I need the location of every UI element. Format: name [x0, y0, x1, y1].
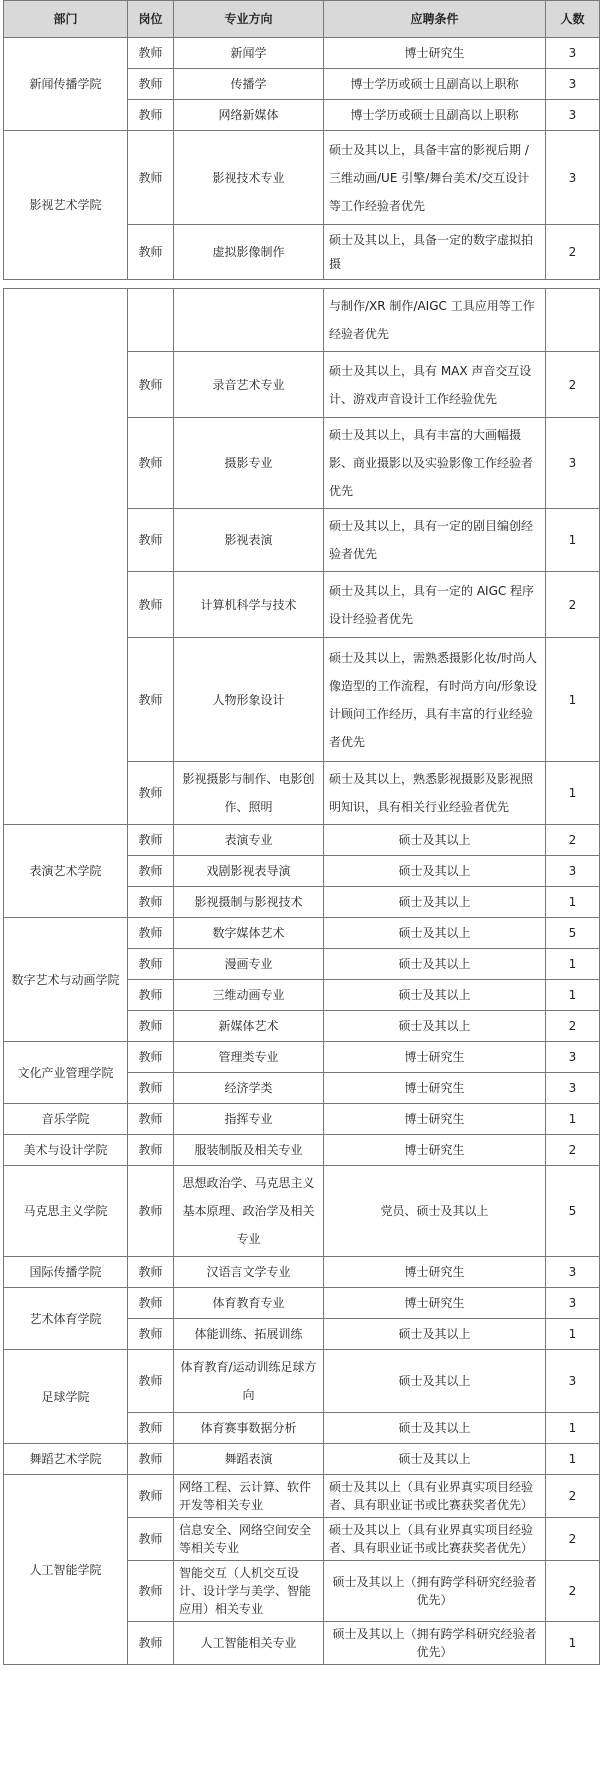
major-cell: 舞蹈表演 [174, 1444, 324, 1475]
count-cell: 3 [546, 69, 600, 100]
count-cell: 2 [546, 825, 600, 856]
position-cell: 教师 [128, 1518, 174, 1561]
requirement-cell: 硕士及其以上（具有业界真实项目经验者、具有职业证书或比赛获奖者优先） [324, 1518, 546, 1561]
major-cell: 计算机科学与技术 [174, 572, 324, 638]
requirement-cell: 硕士及其以上（拥有跨学科研究经验者优先） [324, 1622, 546, 1665]
recruitment-document [3, 0, 599, 1665]
major-cell: 影视技术专业 [174, 131, 324, 225]
major-cell: 数字媒体艺术 [174, 918, 324, 949]
header-count: 人数 [546, 1, 600, 38]
table-row [4, 1135, 600, 1166]
header-requirements: 应聘条件 [324, 1, 546, 38]
dept-cell: 影视艺术学院 [4, 131, 128, 280]
position-cell: 教师 [128, 225, 174, 280]
count-cell: 2 [546, 1518, 600, 1561]
requirement-cell: 硕士及其以上，熟悉影视摄影及影视照明知识，具有相关行业经验者优先 [324, 762, 546, 825]
major-cell: 表演专业 [174, 825, 324, 856]
position-cell: 教师 [128, 1444, 174, 1475]
major-cell: 体能训练、拓展训练 [174, 1319, 324, 1350]
dept-cell: 文化产业管理学院 [4, 1042, 128, 1104]
table-row [4, 38, 600, 69]
requirement-cell: 博士研究生 [324, 1257, 546, 1288]
table-row [4, 1350, 600, 1413]
dept-cell: 新闻传播学院 [4, 38, 128, 131]
major-cell: 网络新媒体 [174, 100, 324, 131]
requirement-cell: 博士研究生 [324, 1073, 546, 1104]
dept-cell: 足球学院 [4, 1350, 128, 1444]
requirement-cell: 硕士及其以上，需熟悉摄影化妆/时尚人像造型的工作流程，有时尚方向/形象设计顾问工作经历，具有丰富的行业经验者优先 [324, 638, 546, 762]
requirement-cell: 博士研究生 [324, 1135, 546, 1166]
table-row [4, 131, 600, 225]
position-cell: 教师 [128, 856, 174, 887]
dept-cell: 舞蹈艺术学院 [4, 1444, 128, 1475]
dept-cell: 国际传播学院 [4, 1257, 128, 1288]
dept-cell: 表演艺术学院 [4, 825, 128, 918]
requirement-cell: 硕士及其以上（具有业界真实项目经验者、具有职业证书或比赛获奖者优先） [324, 1475, 546, 1518]
table-header-row [4, 1, 600, 38]
header-major: 专业方向 [174, 1, 324, 38]
position-cell: 教师 [128, 1042, 174, 1073]
count-cell: 2 [546, 572, 600, 638]
major-cell: 智能交互（人机交互设计、设计学与美学、智能应用）相关专业 [174, 1561, 324, 1622]
position-cell: 教师 [128, 572, 174, 638]
count-cell [546, 289, 600, 352]
position-cell: 教师 [128, 1104, 174, 1135]
count-cell: 1 [546, 638, 600, 762]
position-cell: 教师 [128, 949, 174, 980]
position-cell: 教师 [128, 1288, 174, 1319]
requirement-cell: 硕士及其以上 [324, 1413, 546, 1444]
position-cell: 教师 [128, 1135, 174, 1166]
dept-cell-continuation [4, 289, 128, 825]
requirement-cell: 硕士及其以上 [324, 980, 546, 1011]
position-cell: 教师 [128, 887, 174, 918]
requirement-cell: 硕士及其以上 [324, 887, 546, 918]
position-cell: 教师 [128, 1622, 174, 1665]
count-cell: 3 [546, 131, 600, 225]
requirement-cell: 硕士及其以上，具有一定的剧目编创经验者优先 [324, 509, 546, 572]
count-cell: 1 [546, 1622, 600, 1665]
recruitment-table-part1 [3, 0, 600, 280]
position-cell: 教师 [128, 1257, 174, 1288]
count-cell: 3 [546, 100, 600, 131]
requirement-cell: 硕士及其以上，具备一定的数字虚拟拍摄 [324, 225, 546, 280]
position-cell: 教师 [128, 418, 174, 509]
requirement-cell: 博士研究生 [324, 1104, 546, 1135]
requirement-cell: 硕士及其以上 [324, 856, 546, 887]
count-cell: 2 [546, 352, 600, 418]
count-cell: 3 [546, 1257, 600, 1288]
count-cell: 3 [546, 1350, 600, 1413]
table-row [4, 1166, 600, 1257]
table-row [4, 1475, 600, 1518]
count-cell: 3 [546, 856, 600, 887]
major-cell: 思想政治学、马克思主义基本原理、政治学及相关专业 [174, 1166, 324, 1257]
major-cell: 体育教育/运动训练足球方向 [174, 1350, 324, 1413]
major-cell: 虚拟影像制作 [174, 225, 324, 280]
major-cell: 经济学类 [174, 1073, 324, 1104]
requirement-cell: 博士学历或硕士且副高以上职称 [324, 69, 546, 100]
count-cell: 3 [546, 1288, 600, 1319]
dept-cell: 人工智能学院 [4, 1475, 128, 1665]
position-cell: 教师 [128, 352, 174, 418]
requirement-cell: 与制作/XR 制作/AIGC 工具应用等工作经验者优先 [324, 289, 546, 352]
major-cell: 人工智能相关专业 [174, 1622, 324, 1665]
count-cell: 2 [546, 1475, 600, 1518]
count-cell: 1 [546, 1319, 600, 1350]
position-cell: 教师 [128, 1475, 174, 1518]
requirement-cell: 硕士及其以上 [324, 1444, 546, 1475]
position-cell [128, 289, 174, 352]
major-cell: 三维动画专业 [174, 980, 324, 1011]
position-cell: 教师 [128, 1350, 174, 1413]
position-cell: 教师 [128, 100, 174, 131]
table-row [4, 918, 600, 949]
requirement-cell: 硕士及其以上，具有一定的 AIGC 程序设计经验者优先 [324, 572, 546, 638]
recruitment-table-part2 [3, 288, 600, 1665]
position-cell: 教师 [128, 825, 174, 856]
count-cell: 3 [546, 1073, 600, 1104]
major-cell: 管理类专业 [174, 1042, 324, 1073]
count-cell: 2 [546, 225, 600, 280]
requirement-cell: 硕士及其以上 [324, 1319, 546, 1350]
requirement-cell: 硕士及其以上，具有 MAX 声音交互设计、游戏声音设计工作经验优先 [324, 352, 546, 418]
major-cell: 戏剧影视表导演 [174, 856, 324, 887]
major-cell: 影视摄影与制作、电影创作、照明 [174, 762, 324, 825]
count-cell: 1 [546, 762, 600, 825]
requirement-cell: 博士学历或硕士且副高以上职称 [324, 100, 546, 131]
dept-cell: 艺术体育学院 [4, 1288, 128, 1350]
table-row [4, 825, 600, 856]
count-cell: 3 [546, 1042, 600, 1073]
major-cell: 汉语言文学专业 [174, 1257, 324, 1288]
major-cell: 影视摄制与影视技术 [174, 887, 324, 918]
major-cell: 指挥专业 [174, 1104, 324, 1135]
requirement-cell: 硕士及其以上，具有丰富的大画幅摄影、商业摄影以及实验影像工作经验者优先 [324, 418, 546, 509]
requirement-cell: 硕士及其以上 [324, 1350, 546, 1413]
table-row-continuation [4, 289, 600, 352]
position-cell: 教师 [128, 1011, 174, 1042]
major-cell: 新闻学 [174, 38, 324, 69]
dept-cell: 美术与设计学院 [4, 1135, 128, 1166]
count-cell: 1 [546, 949, 600, 980]
position-cell: 教师 [128, 1319, 174, 1350]
position-cell: 教师 [128, 1561, 174, 1622]
position-cell: 教师 [128, 131, 174, 225]
table-row [4, 1257, 600, 1288]
major-cell: 人物形象设计 [174, 638, 324, 762]
position-cell: 教师 [128, 638, 174, 762]
requirement-cell: 硕士及其以上 [324, 1011, 546, 1042]
count-cell: 1 [546, 980, 600, 1011]
requirement-cell: 博士研究生 [324, 1042, 546, 1073]
position-cell: 教师 [128, 918, 174, 949]
dept-cell: 数字艺术与动画学院 [4, 918, 128, 1042]
major-cell: 信息安全、网络空间安全等相关专业 [174, 1518, 324, 1561]
position-cell: 教师 [128, 762, 174, 825]
position-cell: 教师 [128, 509, 174, 572]
header-position: 岗位 [128, 1, 174, 38]
table-row [4, 1104, 600, 1135]
table-row [4, 1288, 600, 1319]
requirement-cell: 党员、硕士及其以上 [324, 1166, 546, 1257]
position-cell: 教师 [128, 1413, 174, 1444]
major-cell [174, 289, 324, 352]
table-row [4, 1042, 600, 1073]
major-cell: 影视表演 [174, 509, 324, 572]
header-dept: 部门 [4, 1, 128, 38]
count-cell: 3 [546, 38, 600, 69]
count-cell: 1 [546, 1444, 600, 1475]
major-cell: 录音艺术专业 [174, 352, 324, 418]
major-cell: 新媒体艺术 [174, 1011, 324, 1042]
count-cell: 1 [546, 509, 600, 572]
requirement-cell: 硕士及其以上 [324, 918, 546, 949]
position-cell: 教师 [128, 1073, 174, 1104]
count-cell: 5 [546, 1166, 600, 1257]
count-cell: 1 [546, 1413, 600, 1444]
table-row [4, 1444, 600, 1475]
major-cell: 体育赛事数据分析 [174, 1413, 324, 1444]
position-cell: 教师 [128, 38, 174, 69]
position-cell: 教师 [128, 1166, 174, 1257]
major-cell: 体育教育专业 [174, 1288, 324, 1319]
count-cell: 2 [546, 1135, 600, 1166]
major-cell: 漫画专业 [174, 949, 324, 980]
count-cell: 1 [546, 1104, 600, 1135]
count-cell: 5 [546, 918, 600, 949]
count-cell: 2 [546, 1011, 600, 1042]
major-cell: 摄影专业 [174, 418, 324, 509]
requirement-cell: 博士研究生 [324, 1288, 546, 1319]
major-cell: 传播学 [174, 69, 324, 100]
position-cell: 教师 [128, 69, 174, 100]
count-cell: 3 [546, 418, 600, 509]
requirement-cell: 硕士及其以上，具备丰富的影视后期 /三维动画/UE 引擎/舞台美术/交互设计等工作经验者优先 [324, 131, 546, 225]
requirement-cell: 硕士及其以上 [324, 825, 546, 856]
count-cell: 2 [546, 1561, 600, 1622]
position-cell: 教师 [128, 980, 174, 1011]
major-cell: 网络工程、云计算、软件开发等相关专业 [174, 1475, 324, 1518]
dept-cell: 马克思主义学院 [4, 1166, 128, 1257]
requirement-cell: 硕士及其以上（拥有跨学科研究经验者优先） [324, 1561, 546, 1622]
dept-cell: 音乐学院 [4, 1104, 128, 1135]
requirement-cell: 硕士及其以上 [324, 949, 546, 980]
major-cell: 服装制版及相关专业 [174, 1135, 324, 1166]
count-cell: 1 [546, 887, 600, 918]
requirement-cell: 博士研究生 [324, 38, 546, 69]
